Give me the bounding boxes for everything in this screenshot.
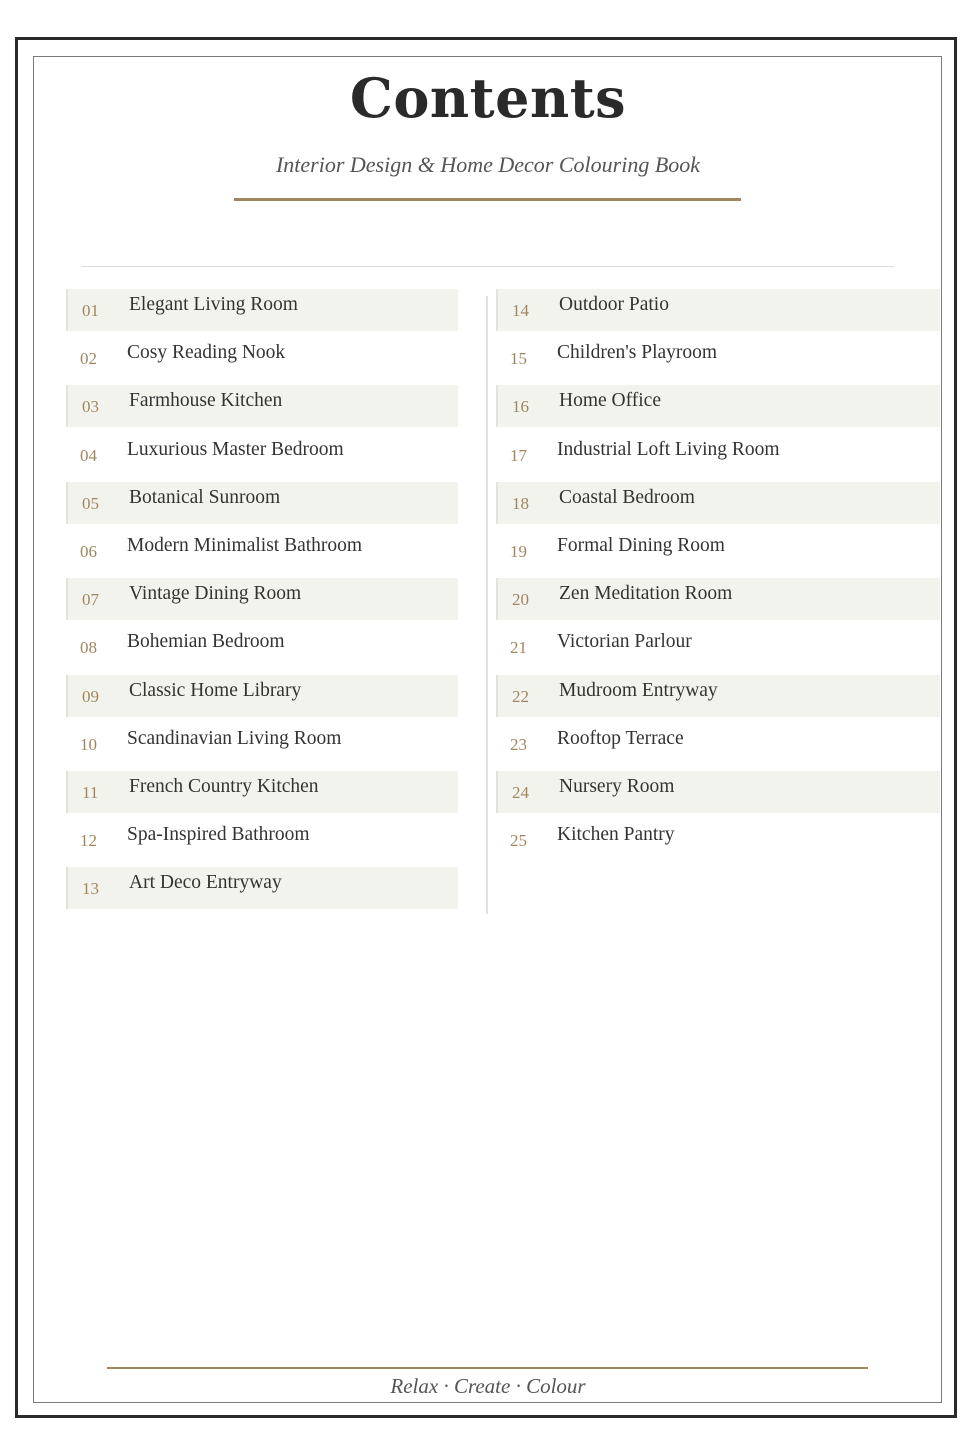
toc-entry[interactable]: [496, 289, 940, 331]
toc-entry-number: 11: [82, 782, 99, 802]
toc-entry-number: 23: [510, 734, 527, 754]
toc-entry-number: 03: [82, 397, 99, 417]
toc-entry[interactable]: [496, 819, 940, 861]
title-divider: [234, 198, 741, 201]
toc-entry[interactable]: [66, 723, 458, 765]
toc-entry[interactable]: [496, 771, 940, 813]
toc-top-divider: [81, 266, 894, 267]
toc-entry-number: 16: [512, 397, 529, 417]
toc-entry-title: Nursery Room: [559, 775, 675, 797]
toc-entry-number: 17: [510, 445, 527, 465]
toc-entry-title: Cosy Reading Nook: [127, 342, 286, 364]
toc-entry-title: Rooftop Terrace: [557, 727, 684, 749]
toc-entry-number: 06: [80, 541, 97, 561]
page-title: Contents: [349, 66, 627, 130]
toc-entry-number: 18: [512, 493, 529, 513]
toc-entry[interactable]: [66, 675, 458, 717]
toc-entry[interactable]: [496, 578, 940, 620]
toc-entry[interactable]: [496, 530, 940, 572]
page-subtitle: Interior Design & Home Decor Colouring Book: [275, 152, 701, 177]
toc-entry-title: Art Deco Entryway: [129, 872, 282, 894]
toc-entry-title: Mudroom Entryway: [559, 679, 718, 701]
toc-entry[interactable]: [496, 482, 940, 524]
toc-entry-title: Formal Dining Room: [557, 534, 725, 556]
toc-column-left: [66, 289, 458, 915]
footer-divider: [107, 1367, 868, 1369]
toc-entry[interactable]: [496, 385, 940, 427]
toc-entry-number: 01: [82, 301, 99, 320]
toc-entry-title: Victorian Parlour: [557, 631, 692, 653]
toc-entry[interactable]: [496, 675, 940, 717]
footer-tagline: Relax · Create · Colour: [390, 1374, 586, 1398]
toc-entry-title: Botanical Sunroom: [129, 486, 281, 508]
toc-entry[interactable]: [66, 771, 458, 813]
toc-entry-number: 20: [512, 590, 529, 610]
toc-entry-number: 07: [82, 590, 99, 610]
toc-entry-number: 05: [82, 493, 99, 513]
toc-entry[interactable]: [496, 434, 940, 476]
toc-entry-title: Outdoor Patio: [559, 294, 669, 315]
toc-entry[interactable]: [66, 482, 458, 524]
toc-entry-title: French Country Kitchen: [129, 775, 319, 797]
toc-entry-number: 08: [80, 638, 97, 658]
toc-entry-title: Farmhouse Kitchen: [129, 390, 283, 412]
toc-entry-number: 10: [80, 734, 97, 754]
toc-entry-number: 12: [80, 831, 97, 851]
toc-entry-title: Bohemian Bedroom: [127, 631, 285, 653]
toc-entry-title: Home Office: [559, 390, 661, 412]
toc-entry-title: Scandinavian Living Room: [127, 727, 342, 749]
toc-entry-title: Coastal Bedroom: [559, 486, 695, 508]
toc-entry[interactable]: [496, 337, 940, 379]
toc-entry-number: 24: [512, 782, 529, 802]
toc-entry[interactable]: [66, 578, 458, 620]
toc-entry-title: Modern Minimalist Bathroom: [127, 534, 363, 556]
column-divider: [486, 296, 488, 914]
toc-entry-number: 25: [510, 831, 527, 851]
toc-entry-title: Children's Playroom: [557, 342, 718, 364]
toc-entry-number: 04: [80, 445, 97, 465]
toc-entry-title: Classic Home Library: [129, 679, 302, 701]
toc-entry-number: 02: [80, 349, 97, 369]
toc-entry[interactable]: [66, 819, 458, 861]
toc-entry-number: 15: [510, 349, 527, 369]
toc-entry[interactable]: [496, 626, 940, 668]
toc-entry-title: Kitchen Pantry: [557, 824, 675, 846]
toc-entry[interactable]: [66, 337, 458, 379]
toc-entry-title: Vintage Dining Room: [129, 583, 302, 605]
toc-entry-number: 19: [510, 541, 527, 561]
toc-entry-title: Zen Meditation Room: [559, 583, 733, 605]
toc-entry[interactable]: [66, 434, 458, 476]
toc-entry[interactable]: [496, 723, 940, 765]
toc-entry-title: Luxurious Master Bedroom: [127, 438, 344, 460]
toc-entry[interactable]: [66, 385, 458, 427]
toc-column-right: [496, 289, 940, 867]
toc-entry[interactable]: [66, 289, 458, 331]
toc-entry-title: Industrial Loft Living Room: [557, 438, 780, 460]
toc-entry-title: Spa-Inspired Bathroom: [127, 824, 310, 846]
toc-entry-number: 22: [512, 686, 529, 706]
toc-entry-title: Elegant Living Room: [129, 294, 298, 315]
toc-entry-number: 09: [82, 686, 99, 706]
toc-entry[interactable]: [66, 626, 458, 668]
toc-entry[interactable]: [66, 530, 458, 572]
toc-entry[interactable]: [66, 867, 458, 909]
toc-entry-number: 21: [510, 638, 527, 658]
toc-entry-number: 13: [82, 879, 99, 899]
toc-entry-number: 14: [512, 301, 529, 320]
